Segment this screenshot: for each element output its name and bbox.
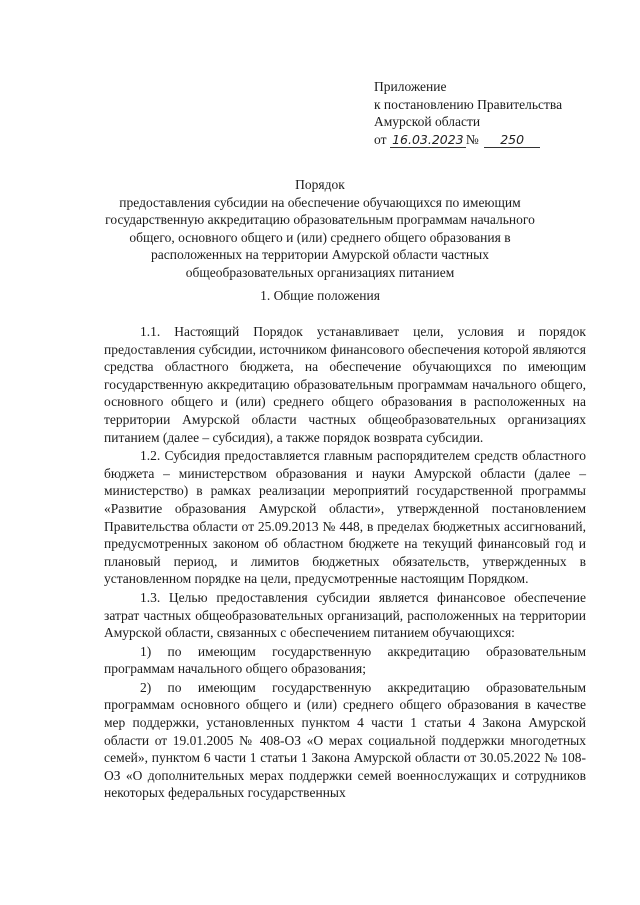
appendix-date-number: [374, 131, 614, 149]
title-heading: Порядок: [295, 177, 345, 192]
appendix-label: Приложение: [374, 79, 447, 94]
appendix-resolution: к постановлению Правительства: [374, 96, 563, 112]
section-title: 1. Общие положения: [260, 288, 380, 303]
paragraph-item-1: 1) по имеющим государственную аккредитацию образовательным программам начального общего образования;: [104, 643, 586, 677]
date-prefix: от: [374, 131, 387, 147]
paragraph-1-3: 1.3. Целью предоставления субсидии является финансовое обеспечение затрат частных общеобразовательных организаций, расположенных на территории Амурской области, связанных с обеспечением питанием обучающихся:: [104, 589, 586, 641]
document-body: [104, 323, 586, 802]
paragraph-1-1: 1.1. Настоящий Порядок устанавливает цели, условия и порядок предоставления субсидии, источником финансового обеспечения которой являются средства областного бюджета, на обеспечение обучающихся по имеющим государственную аккредитацию образовательным программам начального общего, основного общего и (или) среднего общего образования в расположенных на территории Амурской области частных общеобразовательных организациях питанием (далее – субсидия), а также порядок возврата субсидии.: [104, 324, 586, 445]
appendix-block: [374, 78, 614, 148]
document-title: [96, 176, 544, 281]
paragraph-item-2: 2) по имеющим государственную аккредитацию образовательным программам основного общего и (или) среднего общего образования в качестве мер поддержки, установленных пунктом 4 части 1 статьи 4 Закона Амурской области от 19.01.2005 № 408-ОЗ «О мерах социальной поддержки многодетных семей», пунктом 6 части 1 статьи 1 Закона Амурской области от 30.05.2022 № 108-ОЗ «О дополнительных мерах поддержки семей военнослужащих и сотрудников некоторых федеральных государственных: [104, 679, 586, 801]
handwritten-number: 250: [484, 133, 540, 148]
appendix-region: Амурской области: [374, 114, 481, 129]
handwritten-date: 16.03.2023: [390, 133, 466, 148]
number-sign: №: [465, 131, 479, 147]
title-subtitle: предоставления субсидии на обеспечение обучающихся по имеющим государственную аккредитацию образовательным программам начального общего, основного общего и (или) среднего общего образования в расположенных на территории Амурской области частных общеобразовательных организациях питанием: [105, 194, 535, 280]
paragraph-1-2: 1.2. Субсидия предоставляется главным распорядителем средств областного бюджета – министерством образования и науки Амурской области (далее – министерство) в рамках реализации мероприятий государственной программы «Развитие образования Амурской области», утвержденной постановлением Правительства области от 25.09.2013 № 448, в пределах бюджетных ассигнований, предусмотренных законом об областном бюджете на текущий финансовый год и плановый период, и лимитов бюджетных обязательств, утвержденных в установленном порядке на цели, предусмотренные настоящим Порядком.: [104, 448, 586, 587]
